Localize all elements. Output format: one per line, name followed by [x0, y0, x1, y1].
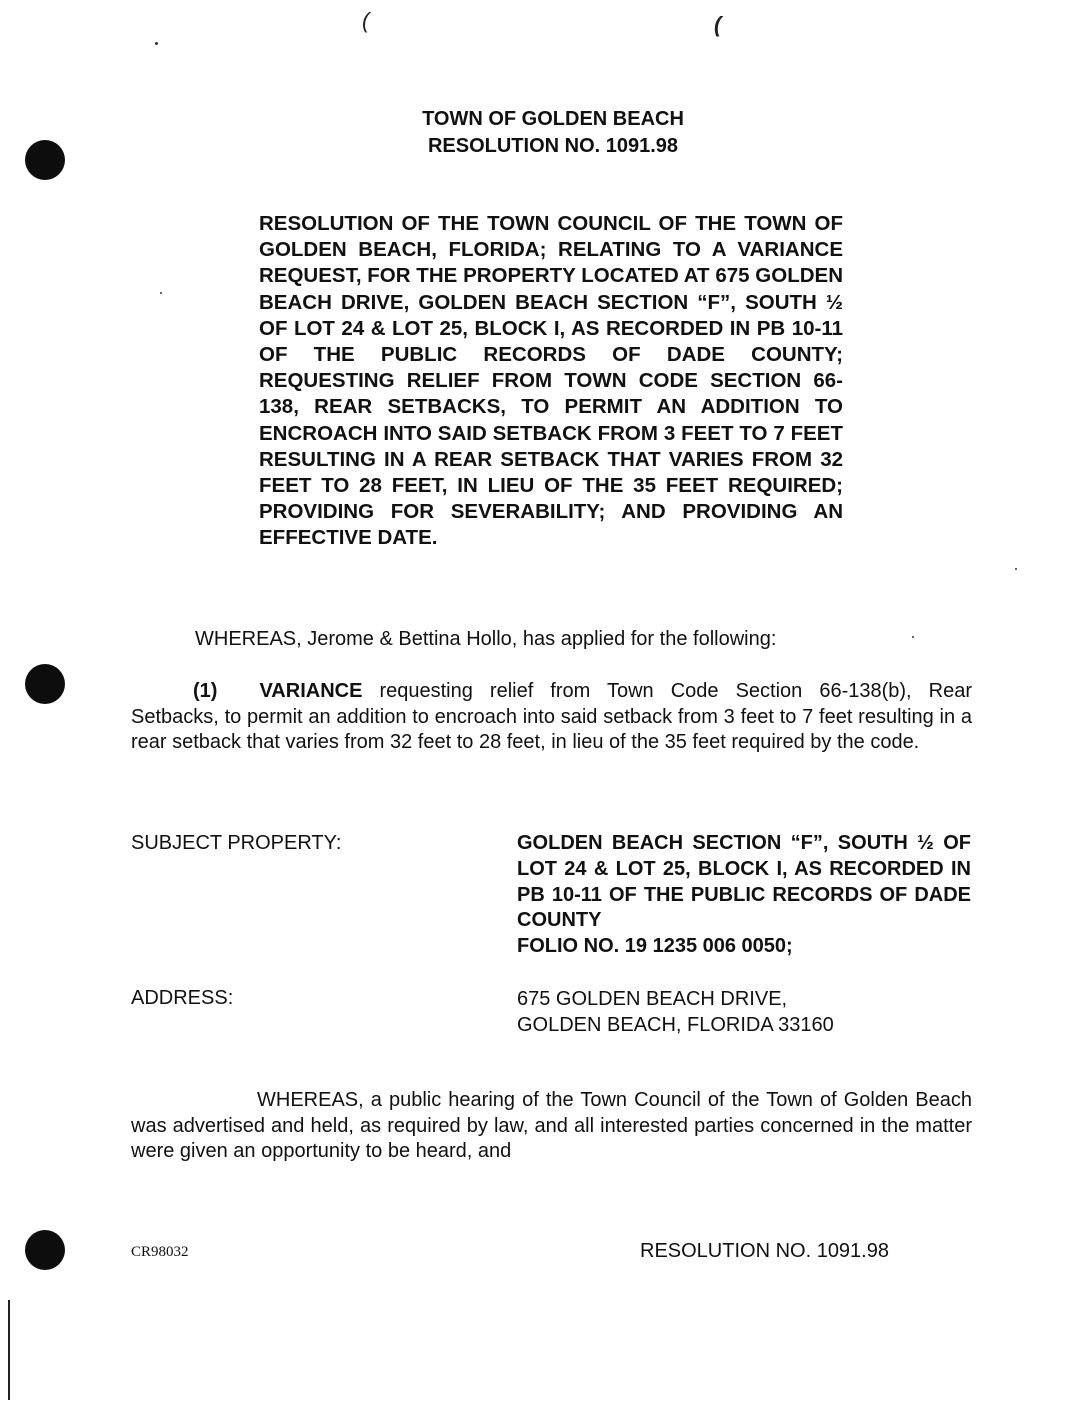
whereas-hearing-text: WHEREAS, a public hearing of the Town Council of the Town of Golden Beach was advertised and held, as required by law, and all interested parties concerned in the matter were given an opportunity to be heard, and	[131, 1089, 972, 1162]
punch-hole-middle	[25, 664, 65, 704]
subject-property-block	[517, 831, 971, 960]
address-label: ADDRESS:	[131, 987, 234, 1009]
footer-resolution-number: RESOLUTION NO. 1091.98	[640, 1240, 889, 1262]
punch-hole-bottom	[25, 1230, 65, 1270]
footer-code: CR98032	[131, 1244, 189, 1260]
scan-edge-line	[8, 1300, 10, 1400]
subject-property-description: GOLDEN BEACH SECTION “F”, SOUTH ½ OF LOT 24 & LOT 25, BLOCK I, AS RECORDED IN PB 10-11 OF THE PUBLIC RECORDS OF DADE COUNTY	[517, 832, 971, 932]
whereas-applicant: WHEREAS, Jerome & Bettina Hollo, has applied for the following:	[195, 628, 777, 650]
punch-hole-top	[25, 140, 65, 180]
scan-speck	[160, 292, 162, 294]
folio-number: FOLIO NO. 19 1235 006 0050;	[517, 935, 793, 958]
scan-speck	[1015, 568, 1017, 570]
variance-item	[131, 679, 972, 756]
scan-speck	[912, 636, 914, 638]
variance-text: requesting relief from Town Code Section 66-138(b), Rear Setbacks, to permit an addition to encroach into said setback from 3 feet to 7 feet resulting in a rear setback that varies from 32 feet to 28 feet, in lieu of the 35 feet required by the code.	[131, 680, 972, 753]
scan-mark-right: (	[714, 12, 722, 37]
whereas-public-hearing	[131, 1088, 972, 1165]
variance-keyword: VARIANCE	[259, 680, 363, 702]
resolution-number-heading: RESOLUTION NO. 1091.98	[427, 135, 679, 157]
scan-mark-left: (	[362, 8, 370, 33]
address-line-2: GOLDEN BEACH, FLORIDA 33160	[517, 1013, 834, 1036]
subject-property-label: SUBJECT PROPERTY:	[131, 832, 342, 854]
resolution-caption: RESOLUTION OF THE TOWN COUNCIL OF THE TOWN OF GOLDEN BEACH, FLORIDA; RELATING TO A VARIANCE REQUEST, FOR THE PROPERTY LOCATED AT 675 GOLDEN BEACH DRIVE, GOLDEN BEACH SECTION “F”, SOUTH ½ OF LOT 24 & LOT 25, BLOCK I, AS RECORDED IN PB 10-11 OF THE PUBLIC RECORDS OF DADE COUNTY; REQUESTING RELIEF FROM TOWN CODE SECTION 66-138, REAR SETBACKS, TO PERMIT AN ADDITION TO ENCROACH INTO SAID SETBACK FROM 3 FEET TO 7 FEET RESULTING IN A REAR SETBACK THAT VARIES FROM 32 FEET TO 28 FEET, IN LIEU OF THE 35 FEET REQUIRED; PROVIDING FOR SEVERABILITY; AND PROVIDING AN EFFECTIVE DATE.	[259, 212, 843, 550]
address-block	[517, 987, 971, 1039]
scan-speck	[155, 42, 158, 45]
town-name: TOWN OF GOLDEN BEACH	[422, 108, 684, 130]
address-line-1: 675 GOLDEN BEACH DRIVE,	[517, 988, 788, 1010]
item-number: (1)	[193, 680, 218, 702]
